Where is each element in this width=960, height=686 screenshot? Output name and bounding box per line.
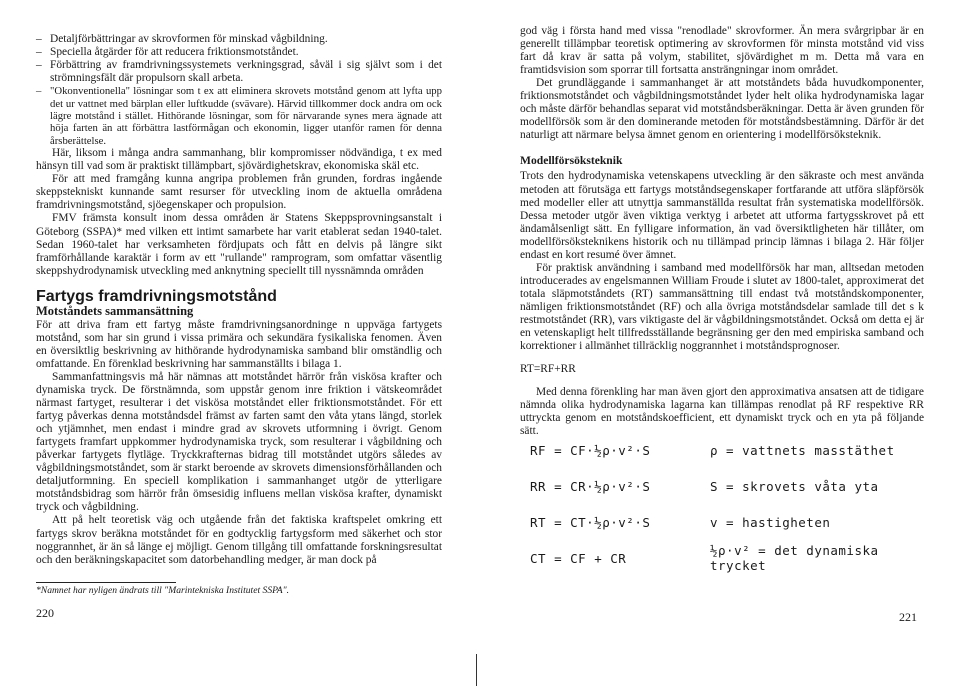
bullet-text: Detaljförbättringar av skrovformen för minskad vågbildning. (50, 33, 328, 45)
equation-definition: ρ = vattnets masstäthet (710, 442, 895, 458)
binding-gutter-line (476, 654, 477, 686)
body-paragraph: FMV främsta konsult inom dessa områden är Statens Skeppsprovningsanstalt i Göteborg (SSPA)* med vilken ett intimt samarbete har varit etablerat sedan 1940-talet. Sedan 1960-talet har verksamheten fördjupats och fått en delvis på längre sikt framförhållande karaktär i form av ett "rullande" ramprogram, som omfattar väsentlig skeppshydrodynamisk utveckling med anknytning speciellt till nyssnämnda områden (36, 212, 442, 277)
bullet-item: – Speciella åtgärder för att reducera friktionsmotståndet. (36, 46, 442, 59)
body-paragraph: Här, liksom i många andra sammanhang, blir kompromisser nödvändiga, t ex med hänsyn till vad som är praktiskt tillämpbart, sjövärdighetskrav, ekonomiska skäl etc. (36, 147, 442, 173)
body-paragraph: Trots den hydrodynamiska vetenskapens utveckling är den säkraste och mest använda metoden att förutsäga ett fartygs motståndsegenskaper fortfarande att utföra släpförsök med modeller eller att utnyttja sammanställda resultat från systematiska modellförsök. Dessa metoder utgör även viktiga verktyg i arbetet att utforma fartygsskrovet på ett ändamålsenligt sätt. En fylligare information, än vad översiktligheten här tillåter, om modellförsöksteknikens historik och nu tillämpad princip lämnas i bilaga 2. Här följer endast en kort resumé över ämnet. (520, 170, 924, 261)
body-paragraph: Sammanfattningsvis må här nämnas att motståndet härrör från viskösa krafter och dynamiska tryck. De förstnämnda, som uppstår genom inre friktion i vätskeområdet närmast fartyget, resulterar i det viskösa motståndet eller friktionsmotståndet. För ett fartyg påverkas denna motståndsdel främst av farten samt den våta ytans längd, storlek och ytjämnhet, men endast i mindre grad av skrovets utformning i övrigt. Genom fartygets framfart uppkommer hydrodynamiska tryck, som resulterar i vågbildning och påverkar fartygets flytläge. Tryckkrafternas bidrag till motståndet utgörs således av vågbildningsmotståndet, som är starkt beroende av skrovets dimensionsförhållanden och detaljutformning. En speciell komplikation i sammanhanget utgör de ytterligare motståndsbidrag som härrör från ömsesidig influens mellan viskösa krafter, dynamiskt tryck och vågbildning. (36, 370, 442, 514)
equation: RR = CR·½ρ·v²·S (530, 478, 651, 494)
bullet-item: – Förbättring av framdrivningssystemets verkningsgrad, såväl i sig självt som i det strömningsfält där propulsorn skall arbeta. (36, 59, 442, 85)
equation-table (530, 432, 940, 576)
page-number-right: 221 (899, 610, 917, 624)
right-page (480, 0, 960, 686)
subsection-heading: Motståndets sammansättning (36, 303, 194, 318)
formula: RT=RF+RR (520, 363, 576, 376)
body-paragraph: Med denna förenkling har man även gjort den approximativa ansatsen att de tidigare nämnda olika hydrodynamiska lagarna kan tillämpas renodlat på RF respektive RR uttryckta genom en motståndskoefficient, ett dynamiskt tryck och en yta på följande sätt. (520, 386, 924, 438)
body-paragraph: För att driva fram ett fartyg måste framdrivningsanordninge n uppväga fartygets motstånd, som har sin grund i vissa primära och sekundära fysikaliska fenomen. Även en översiktlig beskrivning av hithörande hydrodynamiska samband blir omständlig och omfattande. En förenklad beskrivning har sammanställts i bilaga 1. (36, 318, 442, 370)
equation: RF = CF·½ρ·v²·S (530, 442, 651, 458)
body-paragraph: god väg i första hand med vissa "renodlade" skrovformer. Än mera svårgripbar är en generellt tillämpbar teoretisk optimering av skrovformen för minsta motstånd vid viss fart då krav är satta på volym, stabilitet, sjövärdighet m m. Detta må vara en framtidsvision som sporrar till fortsatta ansträngningar inom området. (520, 25, 924, 77)
page-number-left: 220 (36, 606, 54, 620)
body-paragraph: Att på helt teoretisk väg och utgående från det faktiska kraftspelet omkring ett fartygs skrov beräkna motståndet för en godtycklig fartygsform med säkerhet och stor noggrannhet, är än så länge ej möjligt. Genom tillgång till omfattande forskningsresultat och den beräkningskapacitet som datorbehandling medger, är man dock på (36, 514, 442, 566)
equation: CT = CF + CR (530, 550, 627, 566)
bullet-text: Speciella åtgärder för att reducera friktionsmotståndet. (50, 46, 299, 59)
bullet-item: – Detaljförbättringar av skrovformen för minskad vågbildning. (36, 33, 442, 46)
footnote-rule (36, 582, 176, 583)
equation: RT = CT·½ρ·v²·S (530, 514, 651, 530)
right-text-column (520, 25, 924, 438)
bullet-text: Förbättring av framdrivningssystemets verkningsgrad, såväl i sig självt som i det strömningsfält där propulsorn skall arbeta. (50, 59, 442, 85)
equation-row (530, 468, 940, 504)
equation-row (530, 504, 940, 540)
equation-definition: ½ρ·v² = det dynamiska trycket (710, 543, 879, 573)
bullet-text: "Okonventionella" lösningar som t ex att eliminera skrovets motstånd genom att lyfta upp det ur vattnet med bärplan eller luftkudde (svävare). Härvid tillkommer dock andra om ock lägre motstånd i stället. Hithörande lösningar, som för närvarande synes mera ägnade att höja farten än att förbättra lastförmågan och ekonomin, ligger utanför ramen för denna årsberättelse. (50, 85, 442, 147)
body-paragraph: För att med framgång kunna angripa problemen från grunden, fordras ingående skeppstekniskt kunnande samt resurser för utveckling inom de aktuella områdena framdrivningsmotstånd, sjöegenskaper och propulsion. (36, 173, 442, 212)
equation-definition: v = hastigheten (710, 514, 831, 530)
body-paragraph: För praktisk användning i samband med modellförsök har man, alltsedan metoden introducerades av engelsmannen William Froude i slutet av 1800-talet, approximerat det totala släpmotståndets (RT) sammansättning till endast två motståndskomponenter, nämligen friktionsmotståndet (RF) och alla övriga motståndsdelar samlade till det s k restmotståndet (RR), vars viktigaste del är vågbildningsmotståndet. Också om detta ej är en vetenskapligt helt tillfredsställande begränsning ger den med empiriska samband och korrektioner i allmänhet tillräcklig noggrannhet i motståndsprognoser. (520, 261, 924, 353)
equation-definition: S = skrovets våta yta (710, 478, 879, 494)
body-paragraph: Det grundläggande i sammanhanget är att motståndets båda huvudkomponenter, friktionsmotståndet och vågbildningsmotståndet lyder helt olika hydrodynamiska lagar och måste därför behandlas separat vid motståndsberäkningar. Detta är även grunden för modellförsök som är den dominerande metoden för motståndsbestämning. Därför är det naturligt att närmare belysa ämnet genom en orientering i modellförsöksteknik. (520, 77, 924, 142)
footnote: *Namnet har nyligen ändrats till "Marintekniska Institutet SSPA". (36, 585, 290, 596)
equation-row (530, 432, 940, 468)
equation-row (530, 540, 940, 576)
section-heading: Modellförsöksteknik (520, 154, 623, 168)
left-text-column (36, 33, 442, 567)
section-heading: Fartygs framdrivningsmotstånd (36, 287, 277, 305)
bullet-item: – "Okonventionella" lösningar som t ex att eliminera skrovets motstånd genom att lyfta upp det ur vattnet med bärplan eller luftkudde (svävare). Härvid tillkommer dock andra om ock lägre motstånd i stället. Hithörande lösningar, som för närvarande synes mera ägnade att höja farten än att förbättra lastförmågan och ekonomin, ligger utanför ramen för denna årsberättelse. (36, 85, 442, 147)
